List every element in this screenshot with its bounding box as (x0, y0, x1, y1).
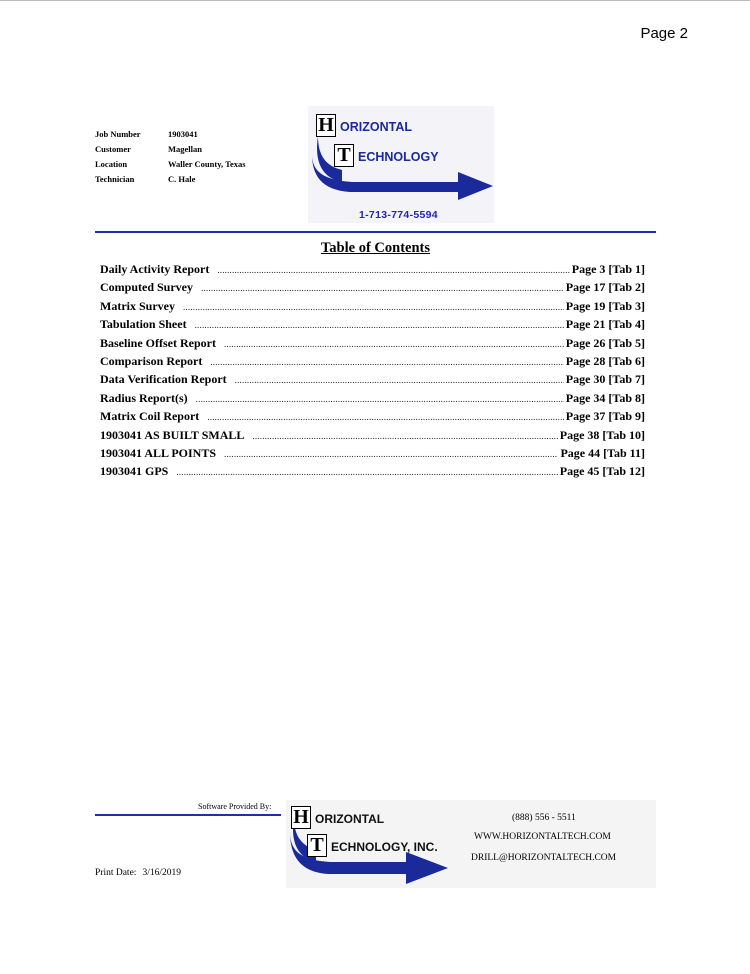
customer-label: Customer (95, 144, 131, 154)
toc-entry-page: Page 21 [Tab 4] (565, 317, 645, 332)
toc-leader (201, 283, 564, 293)
toc-entry-title: Comparison Report (100, 353, 203, 368)
job-number-label: Job Number (95, 129, 141, 139)
footer-company-logo (286, 800, 656, 888)
customer-value: Magellan (168, 144, 202, 154)
toc-entry[interactable] (100, 409, 645, 427)
footer-logo-word-technology: ECHNOLOGY, INC. (331, 840, 438, 854)
toc-entry-page: Page 26 [Tab 5] (565, 335, 645, 350)
toc-entry-title: 1903041 GPS (100, 464, 169, 479)
toc-entry-page: Page 37 [Tab 9] (565, 409, 645, 424)
toc-entry-title: Radius Report(s) (100, 390, 188, 405)
toc-leader (196, 394, 564, 404)
toc-entry-page: Page 17 [Tab 2] (565, 280, 645, 295)
logo-letter-h: H (316, 114, 336, 137)
toc-leader (252, 431, 557, 441)
toc-entry[interactable] (100, 354, 645, 372)
print-date-value: 3/16/2019 (142, 868, 181, 878)
location-value: Waller County, Texas (168, 159, 246, 169)
software-provided-label: Software Provided By: (198, 802, 272, 811)
toc-entry[interactable] (100, 391, 645, 409)
toc-entry-title: Baseline Offset Report (100, 335, 216, 350)
logo-phone: 1-713-774-5594 (359, 209, 438, 221)
footer-email[interactable]: DRILL@HORIZONTALTECH.COM (471, 853, 617, 863)
toc-entry-page: Page 44 [Tab 11] (560, 445, 645, 460)
toc-entry[interactable] (100, 464, 645, 482)
toc-leader (183, 302, 564, 312)
toc-entry[interactable] (100, 446, 645, 464)
technician-value: C. Hale (168, 174, 196, 184)
toc-entry[interactable] (100, 262, 645, 280)
toc-entry-title: 1903041 AS BUILT SMALL (100, 427, 245, 442)
footer-divider (95, 814, 281, 816)
toc-leader (195, 320, 564, 330)
toc-entry-title: Computed Survey (100, 280, 194, 295)
toc-entry[interactable] (100, 299, 645, 317)
toc-entry-page: Page 34 [Tab 8] (565, 390, 645, 405)
toc-entry[interactable] (100, 336, 645, 354)
toc-leader (176, 467, 557, 477)
toc-entry-title: Matrix Coil Report (100, 409, 200, 424)
footer-website[interactable]: WWW.HORIZONTALTECH.COM (474, 832, 611, 842)
customer-row (95, 142, 246, 157)
toc-entry-page: Page 28 [Tab 6] (565, 353, 645, 368)
table-of-contents (100, 262, 645, 483)
footer-phone: (888) 556 - 5511 (512, 813, 576, 823)
toc-entry-page: Page 38 [Tab 10] (559, 427, 645, 442)
toc-entry-page: Page 45 [Tab 12] (559, 464, 645, 479)
location-label: Location (95, 159, 128, 169)
job-info (95, 127, 246, 187)
toc-leader (224, 339, 564, 349)
toc-entry-title: Daily Activity Report (100, 262, 210, 276)
page-number: Page 2 (640, 25, 688, 42)
toc-entry-page: Page 3 [Tab 1] (571, 262, 645, 276)
footer-logo-word-horizontal: ORIZONTAL (315, 812, 385, 826)
toc-entry-title: 1903041 ALL POINTS (100, 445, 217, 460)
toc-leader (235, 375, 564, 385)
toc-entry[interactable] (100, 280, 645, 298)
toc-leader (210, 357, 563, 367)
toc-leader (217, 265, 569, 275)
toc-entry-title: Data Verification Report (100, 372, 227, 387)
toc-entry-page: Page 19 [Tab 3] (565, 298, 645, 313)
technician-label: Technician (95, 174, 135, 184)
print-date-label: Print Date: (95, 868, 137, 878)
toc-entry-page: Page 30 [Tab 7] (565, 372, 645, 387)
footer-logo-letter-h: H (291, 806, 311, 829)
toc-entry[interactable] (100, 317, 645, 335)
job-number-value: 1903041 (168, 129, 198, 139)
company-logo (308, 106, 494, 223)
toc-entry-title: Tabulation Sheet (100, 317, 187, 332)
header-divider (95, 231, 656, 233)
technician-row (95, 172, 246, 187)
toc-entry-title: Matrix Survey (100, 298, 175, 313)
toc-leader (207, 412, 563, 422)
top-border (0, 0, 750, 1)
location-row (95, 157, 246, 172)
job-number-row (95, 127, 246, 142)
logo-letter-t: T (334, 144, 354, 167)
footer-logo-letter-t: T (307, 834, 327, 857)
print-date (95, 868, 181, 878)
toc-entry[interactable] (100, 428, 645, 446)
toc-title: Table of Contents (320, 240, 431, 256)
logo-word-technology: ECHNOLOGY (358, 150, 439, 164)
logo-word-horizontal: ORIZONTAL (340, 120, 412, 134)
toc-entry[interactable] (100, 372, 645, 390)
toc-leader (224, 449, 558, 459)
